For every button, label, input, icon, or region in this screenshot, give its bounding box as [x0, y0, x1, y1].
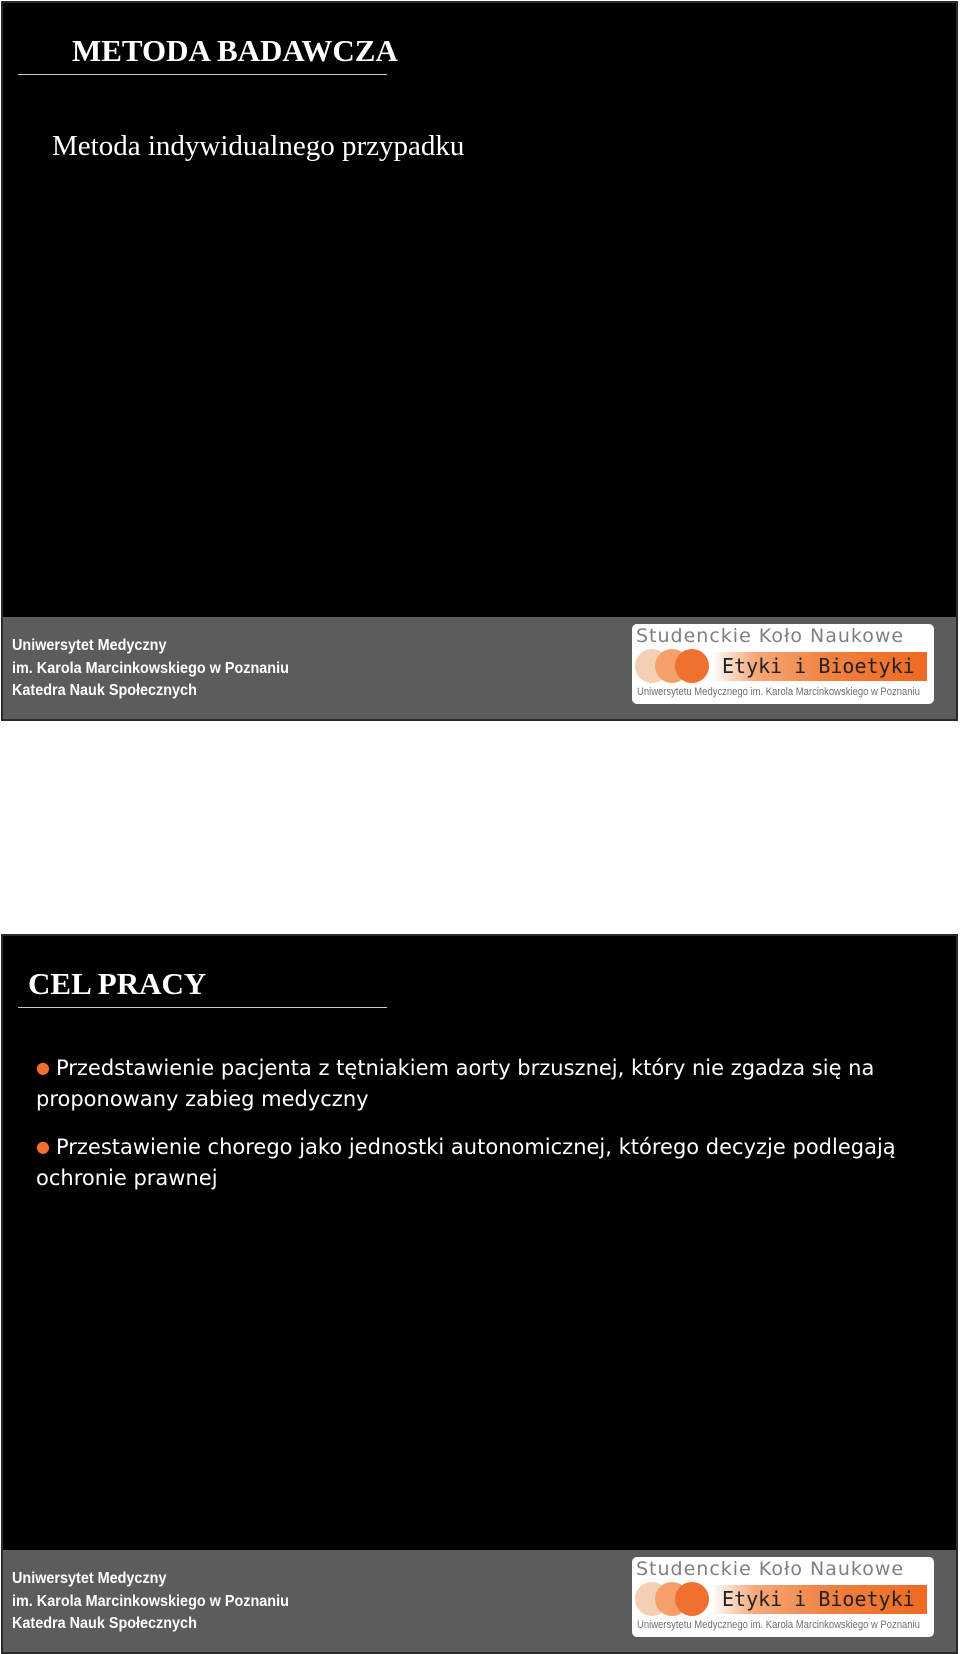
footer-line: Katedra Nauk Społecznych — [12, 682, 197, 699]
bullet-text: Przedstawienie pacjenta z tętniakiem aorty brzusznej, który nie zgadza się na proponowany zabieg medyczny — [36, 1056, 875, 1111]
slide-footer — [3, 1550, 956, 1652]
footer-line: im. Karola Marcinkowskiego w Poznaniu — [12, 1592, 289, 1610]
bullet-icon: ● — [36, 1058, 50, 1077]
logo-top-text: Studenckie Koło Naukowe — [636, 625, 905, 647]
slide-subtitle: Metoda indywidualnego przypadku — [52, 130, 465, 162]
logo-middle-text: Etyki i Bioetyki — [722, 1587, 915, 1611]
title-underline — [18, 1007, 387, 1008]
list-item — [36, 1131, 936, 1194]
logo-bottom-text: Uniwersytetu Medycznego im. Karola Marcinkowskiego w Poznaniu — [637, 1619, 920, 1631]
skn-logo — [632, 1557, 934, 1637]
slide-title: METODA BADAWCZA — [72, 33, 398, 68]
bullet-text: Przestawienie chorego jako jednostki autonomicznej, którego decyzje podlegają ochronie prawnej — [36, 1135, 896, 1190]
university-info — [12, 635, 289, 703]
list-item — [36, 1052, 936, 1115]
logo-bottom-text: Uniwersytetu Medycznego im. Karola Marcinkowskiego w Poznaniu — [637, 686, 920, 698]
bullet-icon: ● — [36, 1137, 50, 1156]
university-info — [12, 1568, 289, 1636]
logo-circle-icon — [675, 649, 709, 683]
slide-cel-pracy — [1, 934, 958, 1654]
footer-line: im. Karola Marcinkowskiego w Poznaniu — [12, 659, 289, 677]
footer-line: Uniwersytet Medyczny — [12, 1570, 167, 1587]
footer-line: Katedra Nauk Społecznych — [12, 1615, 197, 1632]
skn-logo — [632, 624, 934, 704]
title-underline — [18, 74, 387, 75]
footer-line: Uniwersytet Medyczny — [12, 637, 167, 654]
slide-footer — [3, 617, 956, 719]
logo-circle-icon — [675, 1582, 709, 1616]
logo-top-text: Studenckie Koło Naukowe — [636, 1558, 905, 1580]
bullet-list — [36, 1052, 936, 1210]
slide-metoda-badawcza — [1, 1, 958, 721]
slide-title: CEL PRACY — [28, 966, 207, 1001]
logo-middle-text: Etyki i Bioetyki — [722, 654, 915, 678]
